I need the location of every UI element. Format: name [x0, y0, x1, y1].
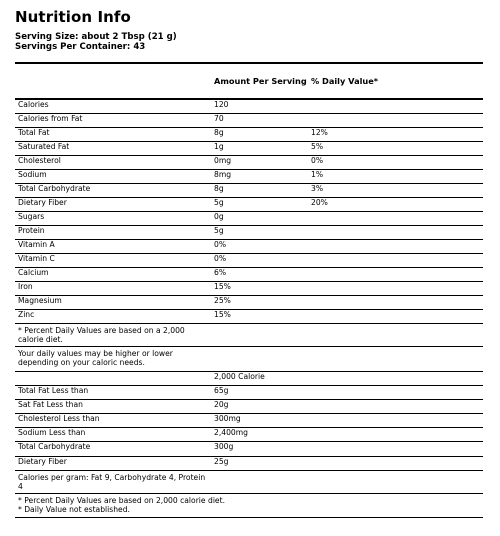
- nutrient-amount: 5g: [211, 197, 308, 211]
- empty-cell: [308, 372, 483, 386]
- table-row: [15, 268, 483, 282]
- nutrient-amount: 8g: [211, 183, 308, 197]
- empty-cell: [308, 470, 483, 493]
- nutrient-amount: 70: [211, 113, 308, 127]
- nutrient-daily-value: [308, 225, 483, 239]
- nutrient-name: Vitamin C: [15, 254, 211, 268]
- empty-cell: [308, 386, 483, 400]
- note-daily-values-vary: Your daily values may be higher or lower depending on your caloric needs.: [15, 347, 211, 372]
- reference-name: Sodium Less than: [15, 428, 211, 442]
- empty-cell: [308, 347, 483, 372]
- footer-daily-value-note: * Daily Value not established.: [18, 504, 130, 514]
- nutrient-daily-value: 3%: [308, 183, 483, 197]
- empty-cell: [308, 428, 483, 442]
- table-row: [15, 442, 483, 456]
- empty-cell: [211, 347, 308, 372]
- header-daily-value: % Daily Value*: [308, 63, 483, 99]
- reference-name: Sat Fat Less than: [15, 400, 211, 414]
- reference-amount: 65g: [211, 386, 308, 400]
- reference-name: Cholesterol Less than: [15, 414, 211, 428]
- nutrient-amount: 0%: [211, 254, 308, 268]
- empty-cell: [211, 324, 308, 347]
- reference-amount: 25g: [211, 456, 308, 470]
- nutrient-amount: 8g: [211, 127, 308, 141]
- reference-name: Dietary Fiber: [15, 456, 211, 470]
- table-row: [15, 296, 483, 310]
- nutrient-amount: 15%: [211, 282, 308, 296]
- table-row: [15, 113, 483, 127]
- empty-cell: [308, 442, 483, 456]
- table-row: [15, 456, 483, 470]
- calories-per-gram-row: [15, 470, 483, 493]
- nutrient-name: Sugars: [15, 211, 211, 225]
- table-row: [15, 428, 483, 442]
- header-amount-per-serving: Amount Per Serving: [211, 63, 308, 99]
- footer-notes: [15, 493, 483, 517]
- servings-per-container: Servings Per Container: 43: [15, 42, 146, 52]
- table-row: [15, 282, 483, 296]
- note-percent-daily-values: * Percent Daily Values are based on a 2,000 calorie diet.: [15, 324, 211, 347]
- serving-info: [15, 32, 487, 52]
- nutrient-daily-value: [308, 254, 483, 268]
- nutrient-name: Total Fat: [15, 127, 211, 141]
- empty-cell: [308, 414, 483, 428]
- reference-amount: 300g: [211, 442, 308, 456]
- empty-cell: [308, 400, 483, 414]
- nutrient-daily-value: [308, 310, 483, 324]
- table-row: [15, 414, 483, 428]
- nutrient-name: Calories: [15, 99, 211, 113]
- nutrient-daily-value: 0%: [308, 155, 483, 169]
- table-row: [15, 225, 483, 239]
- reference-name: Total Carbohydrate: [15, 442, 211, 456]
- table-row: [15, 127, 483, 141]
- nutrient-daily-value: 5%: [308, 141, 483, 155]
- empty-cell: [211, 470, 308, 493]
- reference-name: Total Fat Less than: [15, 386, 211, 400]
- table-row: [15, 197, 483, 211]
- nutrient-name: Sodium: [15, 169, 211, 183]
- nutrient-amount: 0%: [211, 239, 308, 253]
- nutrient-name: Dietary Fiber: [15, 197, 211, 211]
- nutrient-amount: 6%: [211, 268, 308, 282]
- nutrient-name: Magnesium: [15, 296, 211, 310]
- note-row: [15, 324, 483, 347]
- reference-header-row: [15, 372, 483, 386]
- nutrient-daily-value: 1%: [308, 169, 483, 183]
- empty-cell: [308, 456, 483, 470]
- table-row: [15, 169, 483, 183]
- nutrient-amount: 1g: [211, 141, 308, 155]
- nutrient-daily-value: [308, 113, 483, 127]
- nutrient-amount: 8mg: [211, 169, 308, 183]
- table-row: [15, 254, 483, 268]
- footer-percent-note: * Percent Daily Values are based on 2,000 calorie diet.: [18, 495, 225, 505]
- table-header-row: [15, 63, 483, 99]
- nutrient-name: Total Carbohydrate: [15, 183, 211, 197]
- empty-cell: [15, 372, 211, 386]
- table-row: [15, 386, 483, 400]
- reference-amount: 300mg: [211, 414, 308, 428]
- nutrient-amount: 120: [211, 99, 308, 113]
- table-row: [15, 310, 483, 324]
- table-row: [15, 141, 483, 155]
- table-row: [15, 239, 483, 253]
- nutrient-name: Iron: [15, 282, 211, 296]
- nutrient-name: Saturated Fat: [15, 141, 211, 155]
- nutrient-daily-value: 20%: [308, 197, 483, 211]
- nutrient-amount: 0g: [211, 211, 308, 225]
- nutrient-name: Cholesterol: [15, 155, 211, 169]
- reference-amount: 2,400mg: [211, 428, 308, 442]
- reference-calorie-header: 2,000 Calorie: [211, 372, 308, 386]
- reference-amount: 20g: [211, 400, 308, 414]
- nutrient-daily-value: [308, 239, 483, 253]
- serving-size: Serving Size: about 2 Tbsp (21 g): [15, 32, 177, 42]
- note-row: [15, 347, 483, 372]
- calories-per-gram: Calories per gram: Fat 9, Carbohydrate 4, Protein 4: [15, 470, 211, 493]
- nutrient-daily-value: [308, 296, 483, 310]
- footer-row: [15, 493, 483, 517]
- nutrient-name: Zinc: [15, 310, 211, 324]
- nutrition-table: [15, 62, 483, 518]
- table-row: [15, 99, 483, 113]
- nutrient-amount: 0mg: [211, 155, 308, 169]
- nutrient-name: Vitamin A: [15, 239, 211, 253]
- nutrient-name: Protein: [15, 225, 211, 239]
- nutrient-amount: 5g: [211, 225, 308, 239]
- nutrient-name: Calcium: [15, 268, 211, 282]
- nutrient-daily-value: [308, 282, 483, 296]
- nutrient-daily-value: [308, 211, 483, 225]
- nutrient-daily-value: [308, 268, 483, 282]
- table-row: [15, 211, 483, 225]
- table-row: [15, 155, 483, 169]
- page-title: Nutrition Info: [15, 8, 131, 26]
- table-row: [15, 400, 483, 414]
- nutrient-daily-value: [308, 99, 483, 113]
- empty-cell: [308, 324, 483, 347]
- nutrient-daily-value: 12%: [308, 127, 483, 141]
- nutrient-amount: 25%: [211, 296, 308, 310]
- header-blank-cell: [15, 63, 211, 99]
- table-row: [15, 183, 483, 197]
- nutrient-name: Calories from Fat: [15, 113, 211, 127]
- nutrient-amount: 15%: [211, 310, 308, 324]
